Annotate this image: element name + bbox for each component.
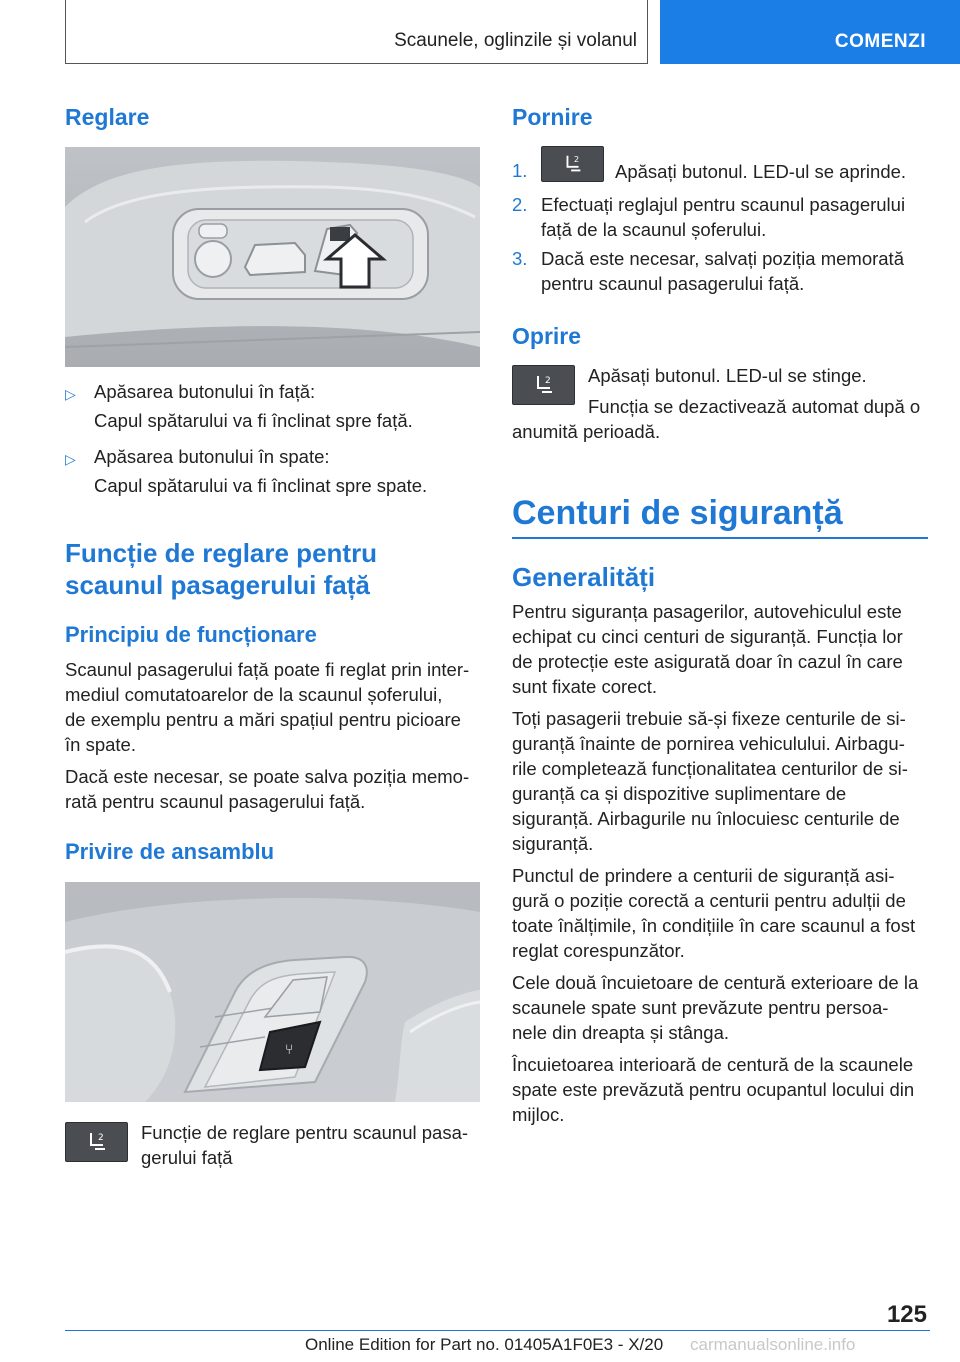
step-text: față de la scaunul șoferului.: [541, 219, 767, 240]
step-item: [512, 246, 932, 300]
text-line: sunt fixate corect.: [512, 676, 657, 697]
heading-underline: [512, 537, 928, 539]
bullet-title: Apăsarea butonului în față:: [94, 381, 316, 402]
text-line: siguranță. Airbagurile nu înlocuiesc centurile de: [512, 808, 900, 829]
step-item: [512, 192, 932, 246]
text-line: toate înălțimile, în condițiile în care scaunul a fost: [512, 915, 916, 936]
text-line: spate este prevăzută pentru ocupantul locului din: [512, 1079, 915, 1100]
step-number: 1.: [512, 160, 528, 181]
function-heading-line: Funcție de reglare pentru: [65, 538, 378, 568]
text-line: scaunele spate sunt prevăzute pentru persoa-: [512, 997, 889, 1018]
centuri-heading: Centuri de siguranță: [512, 494, 843, 532]
header-chapter-tab[interactable]: [660, 0, 960, 64]
function-heading-line: scaunul pasagerului față: [65, 570, 370, 600]
centuri-body: [512, 599, 937, 1127]
text-line: Pentru siguranța pasagerilor, autovehiculul este: [512, 601, 902, 622]
svg-text:2: 2: [573, 154, 579, 165]
text-line: Toți pasagerii trebuie să-și fixeze centurile de si-: [512, 708, 906, 729]
reglare-heading: Reglare: [65, 104, 150, 130]
seat-icon: [531, 372, 557, 398]
text-line: siguranță.: [512, 833, 594, 854]
function-heading: [65, 537, 377, 601]
paragraph: [512, 863, 937, 963]
footer-divider: [65, 1330, 930, 1331]
text-line: rată pentru scaunul pasagerului față.: [65, 791, 366, 812]
seat-adjust-button-icon: [541, 146, 604, 182]
step-text: pentru scaunul pasagerului față.: [541, 273, 805, 294]
overview-photo: [65, 882, 480, 1102]
svg-text:2: 2: [97, 1133, 104, 1143]
oprire-text-3: anumită perioadă.: [512, 421, 661, 442]
generalitati-heading: Generalități: [512, 562, 656, 592]
principiu-heading: Principiu de funcționare: [65, 622, 317, 647]
text-line: gură o poziție corectă a centurii pentru adulții de: [512, 890, 906, 911]
pornire-heading: Pornire: [512, 104, 593, 130]
seat-button-photo: [65, 147, 480, 367]
text-line: Scaunul pasagerului față poate fi reglat prin inter-: [65, 659, 470, 680]
text-line: Punctul de prindere a centurii de siguranță asi-: [512, 865, 895, 886]
header-chapter-label: COMENZI: [834, 31, 926, 52]
bullet-detail: Capul spătarului va fi înclinat spre față.: [94, 410, 413, 431]
paragraph: [512, 1052, 937, 1127]
text-line: reglat corespunzător.: [512, 940, 685, 961]
text-line: nele din dreapta și stânga.: [512, 1022, 730, 1043]
seat-adjust-button-icon: [65, 1122, 128, 1162]
text-line: gerului față: [141, 1147, 233, 1168]
principiu-paragraph-2: [65, 764, 485, 814]
paragraph: [512, 970, 937, 1045]
text-line: în spate.: [65, 734, 136, 755]
header-section-title: Scaunele, oglinzile și volanul: [394, 30, 637, 51]
paragraph: [512, 706, 937, 856]
text-line: Cele două încuietoare de centură exterioare de la: [512, 972, 919, 993]
text-line: Încuietoarea interioară de centură de la scaunele: [512, 1054, 914, 1075]
text-line: guranță înainte de pornirea vehiculului. Airbagu-: [512, 733, 905, 754]
step-text: Efectuați reglajul pentru scaunul pasagerului: [541, 194, 906, 215]
paragraph: [512, 599, 937, 699]
reglare-bullets: [65, 379, 480, 503]
step-item: [512, 146, 932, 192]
text-line: de protecție este asigurată doar în cazul în care: [512, 651, 903, 672]
bullet-item: [65, 379, 480, 408]
text-line: rile completează funcționalitatea centurilor de si-: [512, 758, 908, 779]
bullet-detail: Capul spătarului va fi înclinat spre spate.: [94, 475, 428, 496]
oprire-heading: Oprire: [512, 323, 582, 349]
bullet-title: Apăsarea butonului în spate:: [94, 446, 330, 467]
page-number: 125: [886, 1301, 927, 1328]
seat-icon: [84, 1129, 110, 1155]
seat-adjust-button-icon: [512, 365, 575, 405]
privire-heading: Privire de ansamblu: [65, 839, 275, 864]
text-line: mediul comutatoarelor de la scaunul șoferului,: [65, 684, 443, 705]
step-text: Apăsați butonul. LED-ul se aprinde.: [615, 161, 907, 182]
step-text: Dacă este necesar, salvați poziția memorată: [541, 248, 904, 269]
svg-text:⑂: ⑂: [285, 1042, 294, 1058]
step-number: 3.: [512, 248, 528, 269]
footer-watermark: carmanualsonline.info: [690, 1335, 856, 1354]
overview-illustration: [65, 882, 480, 1102]
text-line: de exemplu pentru a mări spațiul pentru picioare: [65, 709, 461, 730]
svg-text:2: 2: [544, 376, 551, 386]
oprire-text-1: Apăsați butonul. LED-ul se stinge.: [588, 365, 867, 386]
text-line: mijloc.: [512, 1104, 565, 1125]
overview-caption: [141, 1120, 486, 1170]
principiu-paragraph-1: [65, 657, 485, 757]
seat-icon: [561, 152, 585, 176]
text-line: Dacă este necesar, se poate salva poziția memo-: [65, 766, 470, 787]
triangle-bullet-icon: ▷: [65, 451, 76, 467]
step-number: 2.: [512, 194, 528, 215]
text-line: echipat cu cinci centuri de siguranță. Funcția lor: [512, 626, 903, 647]
seat-button-illustration: [65, 147, 480, 367]
header-section-box: [65, 0, 648, 64]
text-line: guranță ca și dispozitive suplimentare de: [512, 783, 847, 804]
footer-edition: Online Edition for Part no. 01405A1F0E3 - X/20: [305, 1335, 664, 1354]
pornire-steps: [512, 146, 932, 300]
bullet-item: [65, 444, 480, 473]
oprire-text-2: Funcția se dezactivează automat după o: [588, 396, 921, 417]
text-line: Funcție de reglare pentru scaunul pasa-: [141, 1122, 469, 1143]
triangle-bullet-icon: ▷: [65, 386, 76, 402]
